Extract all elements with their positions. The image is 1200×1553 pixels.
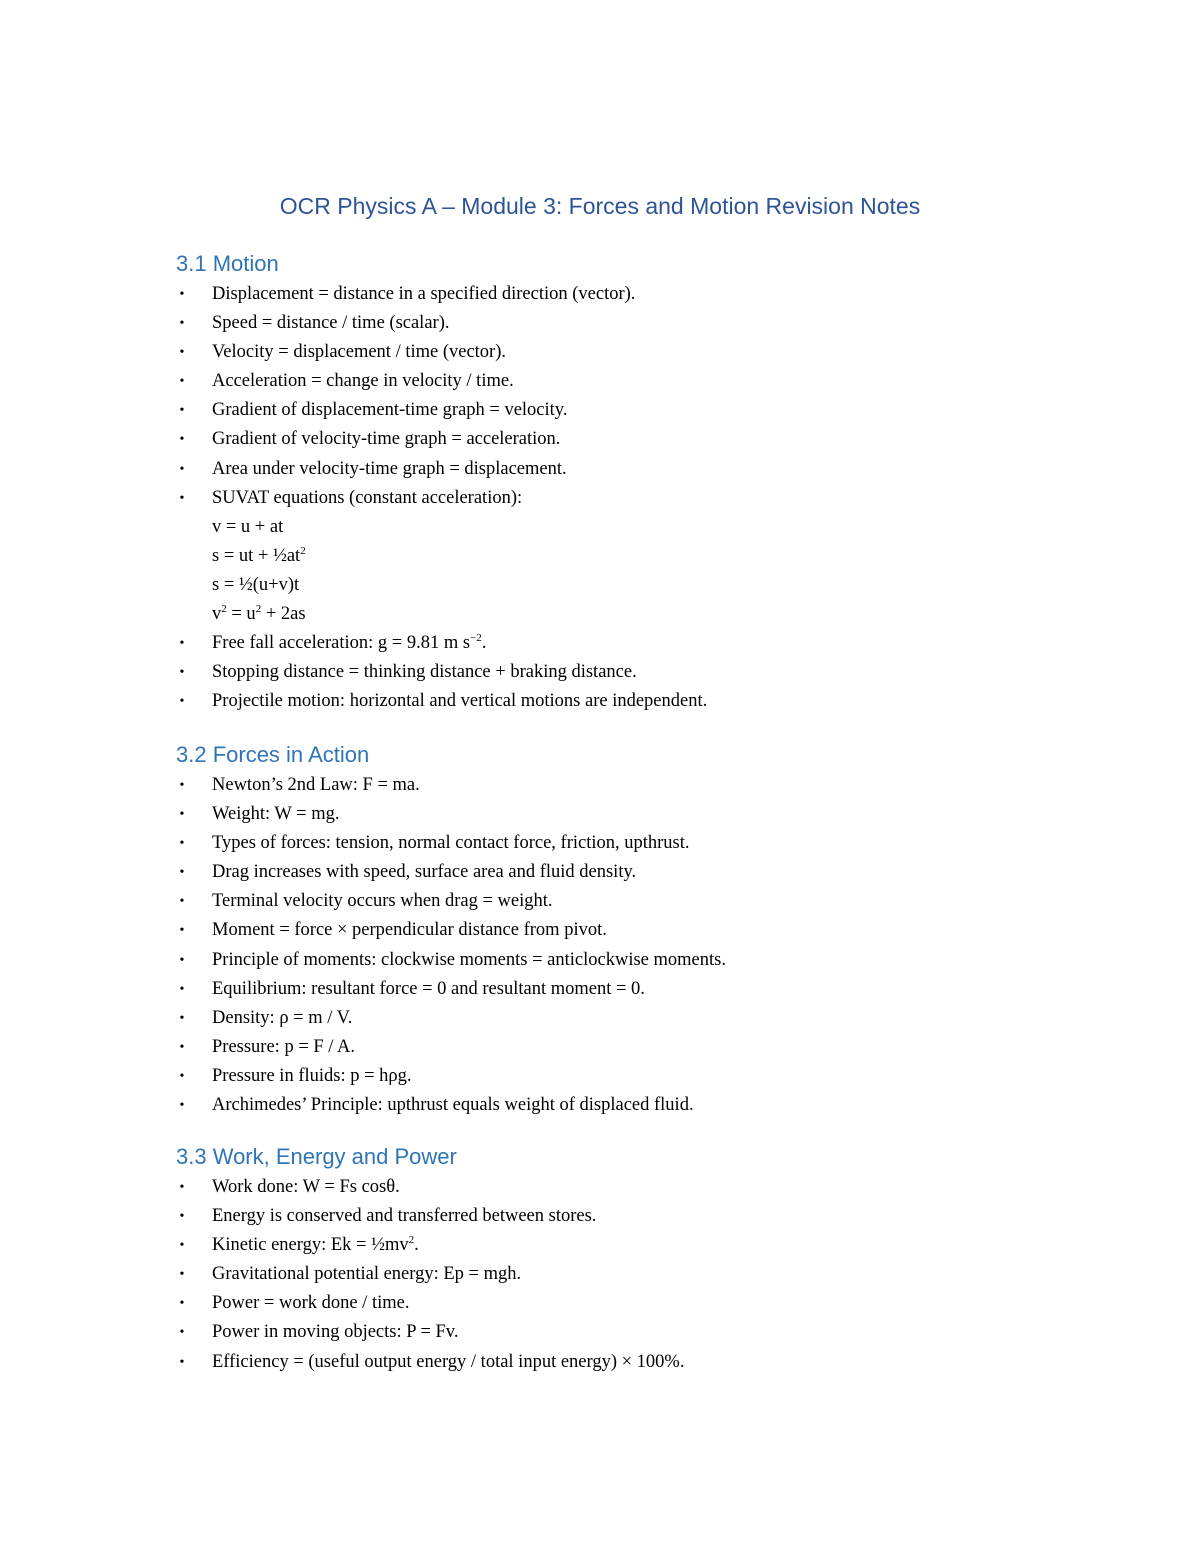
page-title: OCR Physics A – Module 3: Forces and Motion Revision Notes — [279, 193, 921, 219]
list-item: • Energy is conserved and transferred between stores. — [176, 1202, 1076, 1231]
bullet-icon: • — [179, 374, 185, 390]
bullet-icon: • — [179, 807, 185, 823]
list-item: • Stopping distance = thinking distance + braking distance. — [176, 658, 1076, 687]
list-item: • Gravitational potential energy: Ep = mgh. — [176, 1260, 1076, 1289]
bullet-icon: • — [179, 894, 185, 910]
bullet-icon: • — [179, 1325, 185, 1341]
list-item: • Pressure: p = F / A. — [176, 1033, 1076, 1062]
bullet-icon: • — [179, 865, 185, 881]
bullet-icon: • — [179, 952, 185, 968]
bullet-icon: • — [179, 490, 185, 506]
bullet-icon: • — [179, 665, 185, 681]
bullet-icon: • — [179, 403, 185, 419]
bullet-list — [176, 1173, 1076, 1377]
section-heading: 3.2 Forces in Action — [176, 742, 370, 767]
bullet-icon: • — [179, 287, 185, 302]
bullet-icon: • — [179, 345, 185, 361]
bullet-icon: • — [179, 1354, 185, 1370]
section-heading: 3.1 Motion — [176, 251, 279, 276]
bullet-icon: • — [179, 1209, 185, 1225]
list-item: • Acceleration = change in velocity / time. — [176, 367, 1076, 396]
list-item: • Equilibrium: resultant force = 0 and resultant moment = 0. — [176, 975, 1076, 1004]
list-item: • Projectile motion: horizontal and vertical motions are independent. — [176, 687, 1076, 716]
list-item: • Weight: W = mg. — [176, 800, 1076, 829]
list-item: • Gradient of velocity-time graph = acceleration. — [176, 425, 1076, 454]
bullet-icon: • — [179, 432, 185, 448]
bullet-list — [176, 280, 1076, 513]
list-item: • Density: ρ = m / V. — [176, 1004, 1076, 1033]
list-item: • Power = work done / time. — [176, 1289, 1076, 1318]
bullet-icon: • — [179, 923, 185, 939]
list-item: • Newton’s 2nd Law: F = ma. — [176, 771, 1076, 800]
bullet-icon: • — [179, 1010, 185, 1026]
list-item: • Displacement = distance in a specified direction (vector). — [176, 280, 1076, 309]
list-item: • Free fall acceleration: g = 9.81 m $s^{-2}$. — [176, 629, 1076, 658]
bullet-icon: • — [179, 461, 185, 477]
section-forces-in-action — [176, 739, 1076, 1120]
bullet-list — [176, 629, 1076, 716]
bullet-icon: • — [179, 778, 185, 793]
bullet-icon: • — [179, 836, 185, 852]
list-item: • Principle of moments: clockwise moments = anticlockwise moments. — [176, 946, 1076, 975]
list-item: • Gradient of displacement-time graph = velocity. — [176, 396, 1076, 425]
list-item: • Pressure in fluids: p = hρg. — [176, 1062, 1076, 1091]
list-item: • Work done: W = Fs cosθ. — [176, 1173, 1076, 1202]
list-item: • SUVAT equations (constant acceleration): — [176, 484, 1076, 513]
list-item: • Kinetic energy: $Ek = \frac{1}{2}mv^2$. — [176, 1231, 1076, 1260]
list-item: • Types of forces: tension, normal contact force, friction, upthrust. — [176, 829, 1076, 858]
equation-3: s = ½(u+v)t — [212, 574, 300, 595]
bullet-icon: • — [179, 1098, 185, 1114]
bullet-icon: • — [179, 694, 185, 710]
section-heading: 3.3 Work, Energy and Power — [176, 1144, 457, 1169]
list-item: • Drag increases with speed, surface area and fluid density. — [176, 858, 1076, 887]
bullet-list — [176, 771, 1076, 1120]
list-item: • Moment = force × perpendicular distance from pivot. — [176, 916, 1076, 945]
equation-1: v = u + at — [212, 516, 284, 537]
section-work-energy-power — [176, 1141, 1076, 1377]
section-motion — [176, 248, 1076, 716]
list-item: • Archimedes’ Principle: upthrust equals weight of displaced fluid. — [176, 1091, 1076, 1120]
equation-2: s = ut + $\frac{1}{2}at^2$ — [212, 544, 306, 566]
equation-4: $v^2 = u^2 + 2as$ — [212, 603, 306, 625]
list-item: • Velocity = displacement / time (vector). — [176, 338, 1076, 367]
list-item: • Area under velocity-time graph = displacement. — [176, 455, 1076, 484]
bullet-icon: • — [179, 1068, 185, 1084]
bullet-icon: • — [179, 316, 185, 332]
bullet-icon: • — [179, 1039, 185, 1055]
bullet-icon: • — [179, 636, 185, 652]
list-item: • Terminal velocity occurs when drag = weight. — [176, 887, 1076, 916]
bullet-icon: • — [179, 1267, 185, 1283]
list-item: • Speed = distance / time (scalar). — [176, 309, 1076, 338]
bullet-icon: • — [179, 981, 185, 997]
bullet-icon: • — [179, 1296, 185, 1312]
list-item: • Efficiency = (useful output energy / total input energy) × 100%. — [176, 1348, 1076, 1377]
bullet-icon: • — [179, 1180, 185, 1195]
list-item: • Power in moving objects: P = Fv. — [176, 1318, 1076, 1347]
bullet-icon: • — [179, 1238, 185, 1254]
